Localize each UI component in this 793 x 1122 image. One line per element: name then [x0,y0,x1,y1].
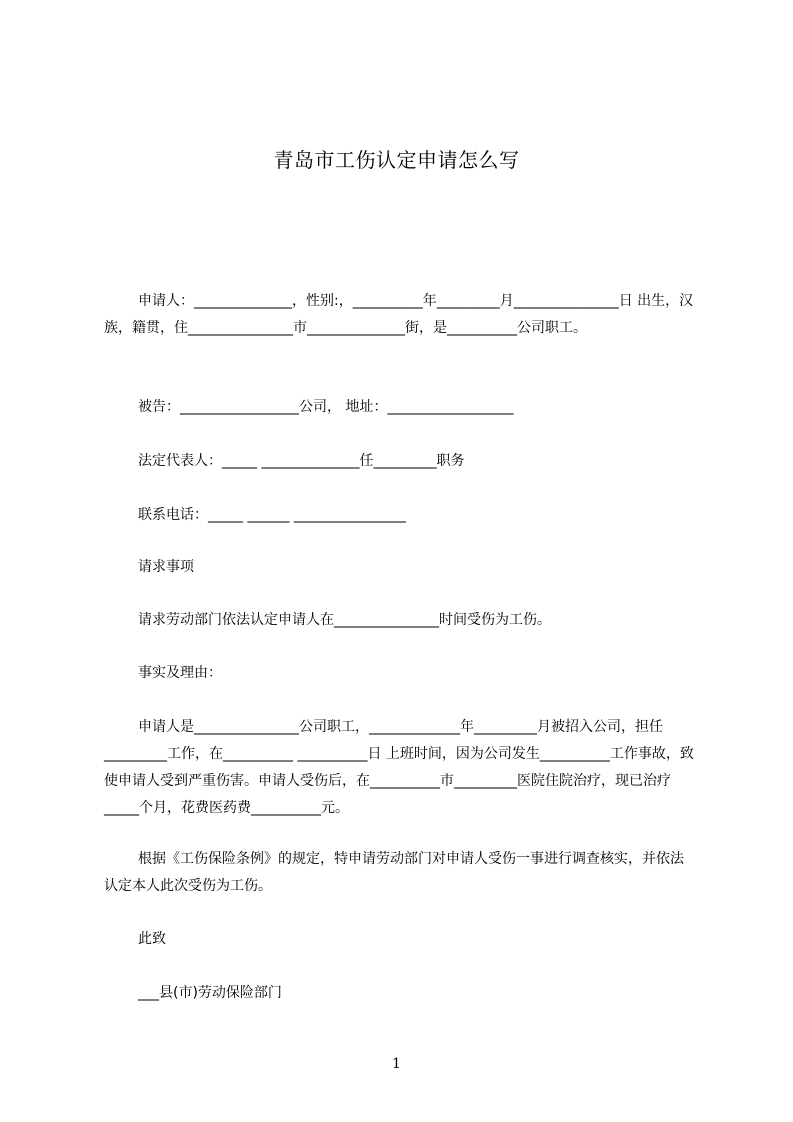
applicant-info-paragraph: 申请人：______________，性别:，__________年_________月_______________日 出生，汉族，籍贯，住_______________市______________街，是__________公司职工。 [104,293,694,336]
recipient-department: ___县(市)劳动保险部门 [138,985,282,1001]
contact-phone-paragraph: 联系电话：_____ ______ ________________ [138,507,406,523]
page-title: 青岛市工伤认定申请怎么写 [273,148,520,172]
facts-heading: 事实及理由： [138,665,222,681]
facts-paragraph: 申请人是_______________公司职工，_____________年_________月被招入公司，担任_________工作，在__________ __________日 上班时间，因为公司发生__________工作事故，致使申请人受到严重伤害。申请人受伤后，在__________市_________医院住院治疗，现已治疗_____个月，花费医药费__________元。 [104,719,694,816]
page-number: 1 [392,1056,401,1072]
defendant-info-paragraph: 被告：_________________公司， 地址：__________________ [138,399,514,415]
closing-salutation: 此致 [138,931,166,947]
legal-representative-paragraph: 法定代表人：_____ ______________任_________职务 [138,453,465,469]
request-paragraph: 请求劳动部门依法认定申请人在_______________时间受伤为工伤。 [138,612,551,628]
legal-basis-paragraph: 根据《工伤保险条例》的规定，特申请劳动部门对申请人受伤一事进行调查核实，并依法认定本人此次受伤为工伤。 [104,851,684,894]
request-heading: 请求事项 [138,559,194,575]
